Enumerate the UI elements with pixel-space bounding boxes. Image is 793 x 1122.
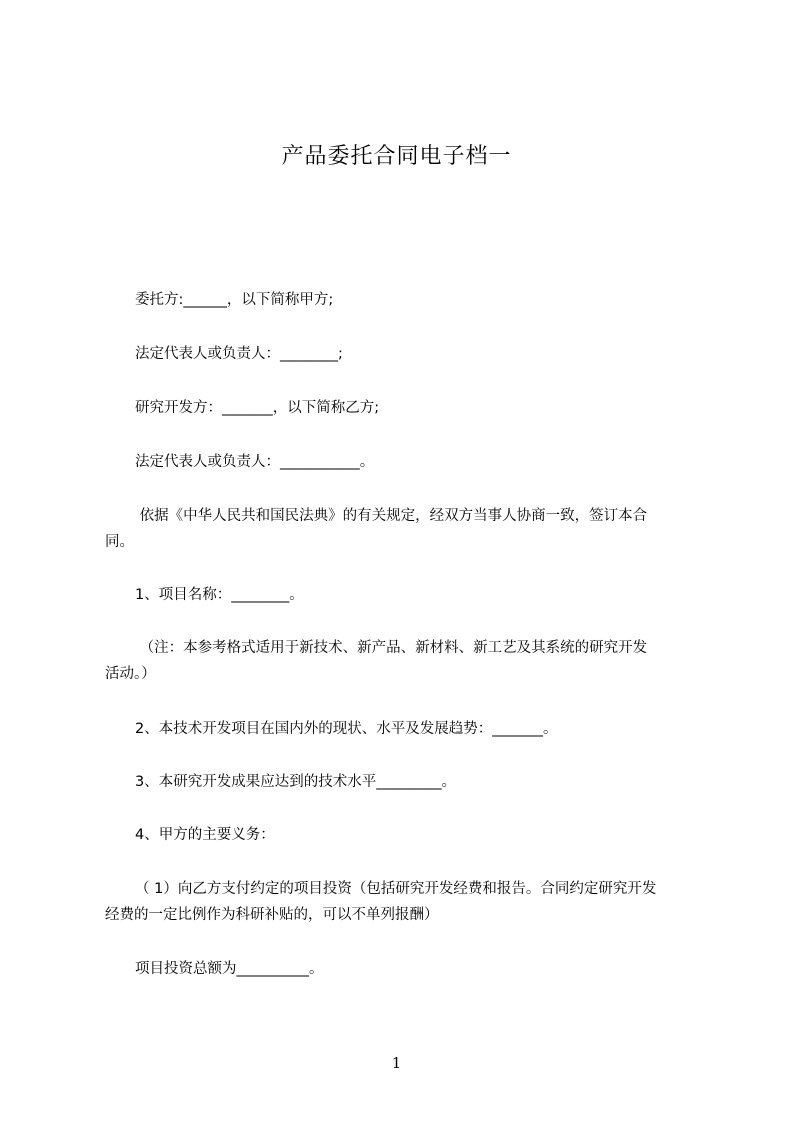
item-3-paragraph: 3、本研究开发成果应达到的技术水平_________。 [135,774,456,790]
item-4-paragraph: 4、甲方的主要义务： [135,827,275,843]
total-investment-paragraph: 项目投资总额为__________。 [135,961,324,977]
item-2-paragraph: 2、本技术开发项目在国内外的现状、水平及发展趋势：_______。 [135,721,558,737]
note-paragraph-line-2: 活动。） [105,666,156,682]
basis-paragraph-line-1: 依据《中华人民共和国民法典》的有关规定，经双方当事人协商一致，签订本合 [135,508,648,524]
client-paragraph: 委托方:______，以下简称甲方; [135,292,334,308]
page-number: 1 [391,1054,402,1072]
developer-representative-paragraph: 法定代表人或负责人：___________。 [135,454,375,470]
item-4-1-paragraph-line-2: 经费的一定比例作为科研补贴的，可以不单列报酬） [105,907,439,923]
item-1-paragraph: 1、项目名称：________。 [135,587,304,603]
client-representative-paragraph: 法定代表人或负责人：________; [135,346,343,362]
developer-paragraph: 研究开发方：_______，以下简称乙方; [135,400,380,416]
item-4-1-paragraph-line-1: （ 1）向乙方支付约定的项目投资（包括研究开发经费和报告。合同约定研究开发 [135,881,657,897]
document-title: 产品委托合同电子档一 [281,144,512,169]
basis-paragraph-line-2: 同。 [105,534,134,550]
note-paragraph-line-1: （注：本参考格式适用于新技术、新产品、新材料、新工艺及其系统的研究开发 [135,640,648,656]
